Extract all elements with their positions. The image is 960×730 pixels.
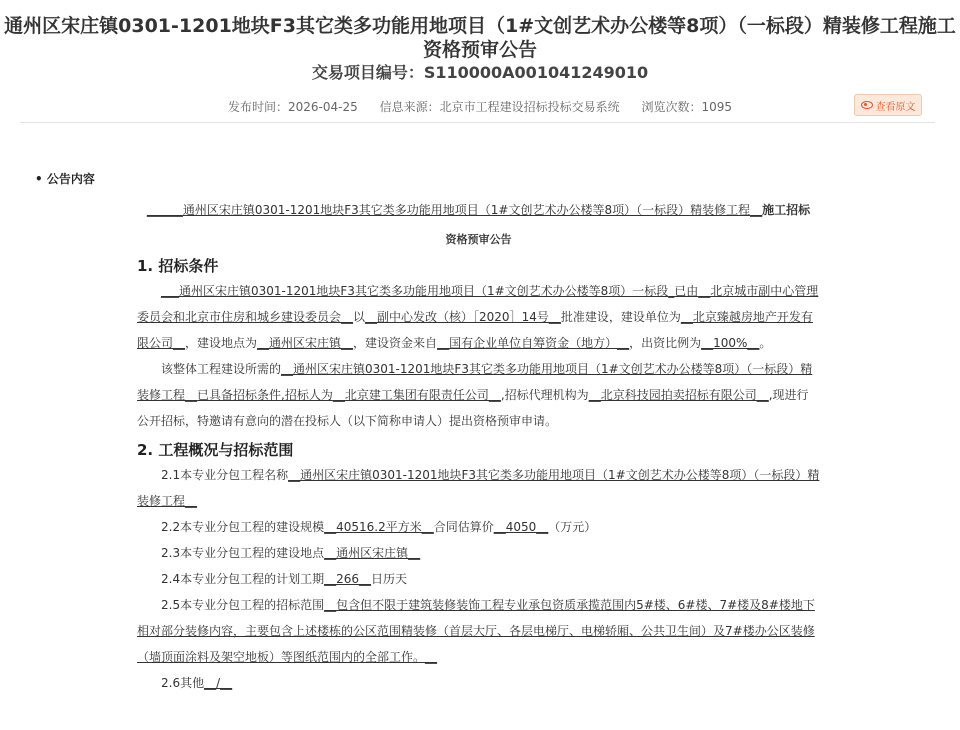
subcontract-name: __通州区宋庄镇0301-1201地块F3其它类多功能用地项目（1#文创艺术办公楼等8项）（一标段）精装修工程__ [137, 468, 820, 508]
doc-heading-mid: __ [750, 203, 763, 217]
text: 日历天 [371, 572, 408, 586]
doc-heading-sub: 资格预审公告 [445, 233, 512, 246]
section-1-title: 1. 招标条件 [137, 257, 219, 275]
header-divider [20, 122, 935, 123]
text: 该整体工程建设所需的 [161, 362, 282, 376]
section-2-item-3 [137, 540, 820, 566]
section-2-item-1 [137, 462, 820, 514]
section-1-para-1 [137, 278, 820, 356]
planned-duration: __266__ [324, 572, 371, 586]
text: ,招标代理机构为 [500, 388, 589, 402]
blank: ___ [161, 284, 179, 298]
section-2-item-5 [137, 592, 820, 670]
eye-icon [861, 101, 873, 109]
doc-heading-pre: ______ [146, 203, 183, 217]
text: 。 [759, 336, 772, 350]
publish-time: 发布时间：2026-04-25 [228, 100, 358, 114]
info-source: 信息来源：北京市工程建设招标投标交易系统 [379, 100, 620, 114]
section-2-item-4 [137, 566, 820, 592]
construction-scale: __40516.2平方米__ [324, 520, 434, 534]
doc-heading [137, 198, 820, 222]
other-info: __/__ [204, 676, 233, 690]
funding-ratio: __100%__ [701, 336, 760, 350]
text: 2.2本专业分包工程的建设规模 [161, 520, 325, 534]
section-2-title: 2. 工程概况与招标范围 [137, 441, 294, 459]
section-2-item-6 [137, 670, 820, 696]
section-2-item-2 [137, 514, 820, 540]
view-count: 浏览次数：1095 [641, 100, 732, 114]
text: _已由 [668, 284, 699, 298]
view-original-label: 查看原文 [875, 101, 916, 113]
tenderer: __北京建工集团有限责任公司__ [332, 388, 501, 402]
text: 批准建设，建设单位为 [560, 310, 681, 324]
construction-site: __通州区宋庄镇__ [324, 546, 421, 560]
doc-heading-project: 通州区宋庄镇0301-1201地块F3其它类多功能用地项目（1#文创艺术办公楼等8项）（一标段）精装修工程 [182, 203, 751, 217]
doc-heading-suffix: 施工招标 [762, 203, 811, 217]
text: ，建设资金来自 [353, 336, 438, 350]
text: 合同估算价 [433, 520, 494, 534]
text: （万元） [548, 520, 597, 534]
project-code: 交易项目编号：S110000A001041249010 [311, 63, 649, 82]
section-label: • 公告内容 [35, 172, 95, 186]
announcement-title-line2: 资格预审公告 [422, 39, 537, 61]
meta-bar [0, 98, 960, 116]
text: ，出资比例为 [629, 336, 702, 350]
view-original-button[interactable] [854, 94, 922, 116]
text: 已具备招标条件,招标人为 [197, 388, 333, 402]
text: 2.5本专业分包工程的招标范围 [161, 598, 325, 612]
text: 2.1本专业分包工程名称 [161, 468, 289, 482]
tender-scope: __包含但不限于建筑装修装饰工程专业承包资质承揽范围内5#楼、6#楼、7#楼及8#楼地下相对部分装修内容，主要包含上述楼栋的公区范围精装修（首层大厅、各层电梯厅、电梯轿厢、公共卫生间）及7#楼办公区装修（墙顶面涂料及架空地板）等图纸范围内的全部工作。__ [137, 598, 815, 664]
text: 2.4本专业分包工程的计划工期 [161, 572, 325, 586]
construction-location: __通州区宋庄镇__ [257, 336, 354, 350]
construction-unit: __北京臻越房地产开发有限公司__ [137, 310, 813, 350]
approval-authority: __北京城市副中心管理委员会和北京市住房和城乡建设委员会__ [137, 284, 819, 324]
funding-source: __国有企业单位自筹资金（地方）__ [437, 336, 630, 350]
project-name: 通州区宋庄镇0301-1201地块F3其它类多功能用地项目（1#文创艺术办公楼等8项）一标段 [179, 284, 669, 298]
text: 2.3本专业分包工程的建设地点 [161, 546, 325, 560]
text: ,现进行公开招标，特邀请有意向的潜在投标人（以下简称申请人）提出资格预审申请。 [137, 388, 809, 428]
tender-agent: __北京科技园拍卖招标有限公司__ [588, 388, 769, 402]
text: 以 [353, 310, 366, 324]
approval-number: __副中心发改（核）［2020］14号__ [365, 310, 561, 324]
text: 2.6其他 [161, 676, 205, 690]
announcement-title-line1: 通州区宋庄镇0301-1201地块F3其它类多功能用地项目（1#文创艺术办公楼等8项）（一标段）精装修工程施工 [4, 15, 956, 37]
section-1-para-2 [137, 356, 820, 434]
project-name: __通州区宋庄镇0301-1201地块F3其它类多功能用地项目（1#文创艺术办公楼等8项）（一标段）精装修工程__ [137, 362, 813, 402]
estimated-price: __4050__ [493, 520, 549, 534]
announcement-body [137, 198, 820, 696]
text: ，建设地点为 [185, 336, 258, 350]
